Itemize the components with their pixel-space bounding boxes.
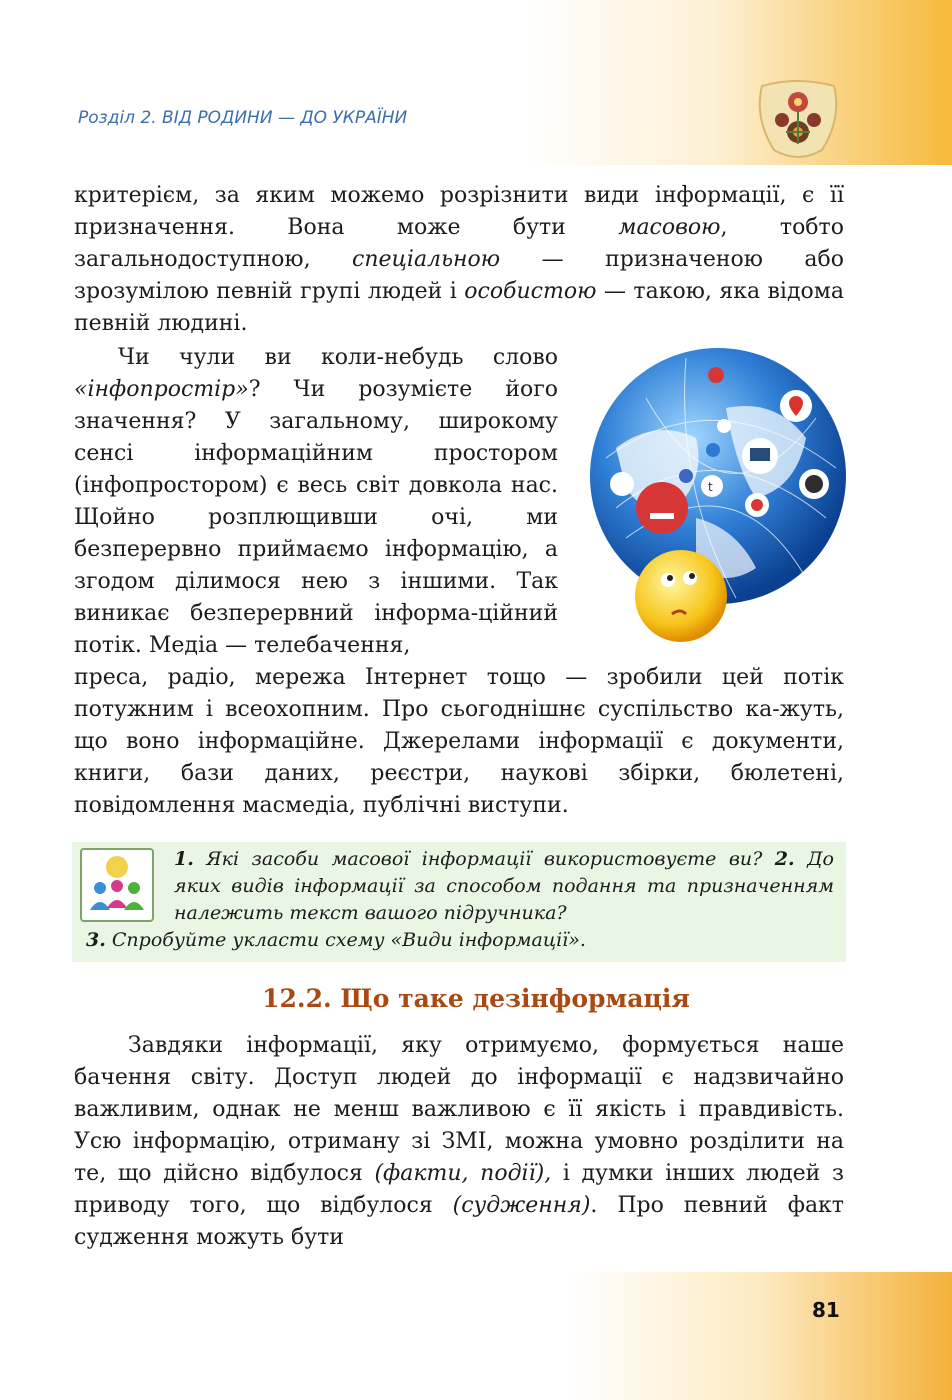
paragraph-info-sources: преса, радіо, мережа Інтернет тощо — зробили цей потік потужним і всеохопним. Про сьогоднішнє суспільство ка-жуть, що воно інформаційне. Джерелами інформації є документи, книги, бази даних, реєстри, наукові збірки, бюлетені, повідомлення масмедіа, публічні виступи. xyxy=(74,665,844,818)
footer-band xyxy=(0,1272,952,1400)
page-number: 81 xyxy=(812,1298,840,1322)
discussion-group-icon xyxy=(80,848,154,922)
globe-social-media-illustration xyxy=(586,338,846,650)
paragraph-disinformation: Завдяки інформації, яку отримуємо, формується наше бачення світу. Доступ людей до інформації є надзвичайно важливим, однак не менш важливою є її якість і правдивість. Усю інформацію, отриману зі ЗМІ, можна умовно розділити на те, що дійсно відбулося (факти, події), і думки інших людей з приводу того, що відбулося (судження). Про певний факт судження можуть бути xyxy=(74,1033,844,1250)
section-heading: 12.2. Що таке дезінформація xyxy=(262,984,690,1013)
svg-text:t: t xyxy=(708,480,713,494)
paragraph-infospace: Чи чули ви коли-небудь слово «інфопростір»? Чи розумієте його значення? У загальному, широкому сенсі інформаційним простором (інфопростором) є весь світ довкола нас. Щойно розплющивши очі, ми безперервно приймаємо інформацію, а згодом ділимося нею з іншими. Так виникає безперервний інформа-ційний потік. Медіа — телебачення, xyxy=(74,345,558,658)
question-3: 3. Спробуйте укласти схему «Види інформації». xyxy=(86,929,586,951)
paragraph-info-types: критерієм, за яким можемо розрізнити види інформації, є її призначення. Вона може бути масовою, тобто загальнодоступною, спеціальною — призначеною або зрозумілою певній групі людей і особистою — такою, яка відома певній людині. xyxy=(74,183,844,336)
chapter-title: Розділ 2. ВІД РОДИНИ — ДО УКРАЇНИ xyxy=(78,108,408,128)
questions-text: 1. Які засоби масової інформації використовуєте ви? 2. До яких видів інформації за способом подання та призначенням належить текст вашого підручника? xyxy=(174,848,834,924)
ornament-emblem-icon xyxy=(752,72,844,164)
